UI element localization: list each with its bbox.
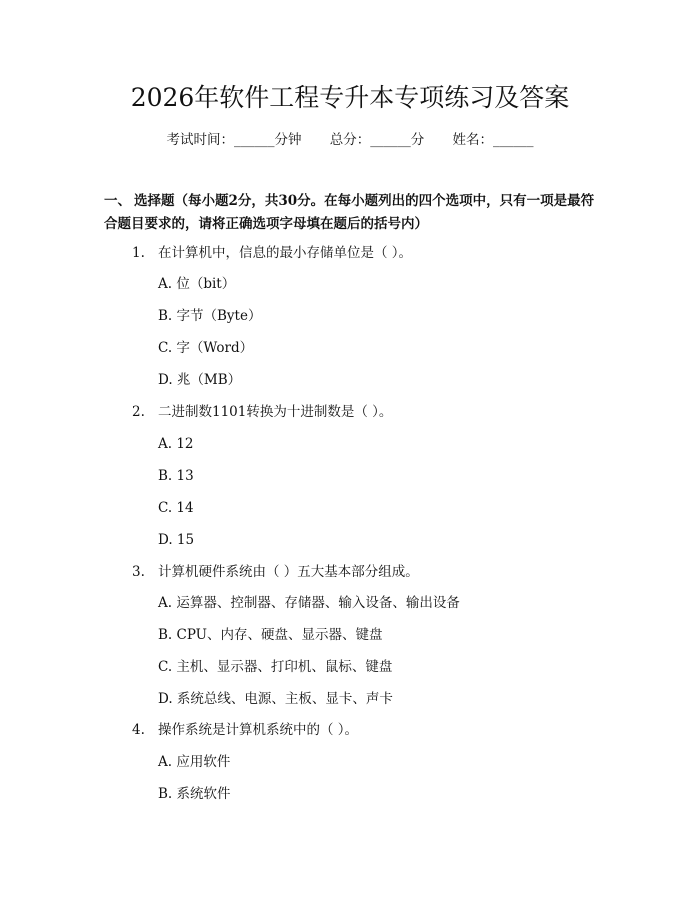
answer-option: B. 字节（Byte） bbox=[158, 308, 262, 324]
answer-option: D. 兆（MB） bbox=[158, 372, 242, 388]
question-number: 4. bbox=[132, 722, 145, 738]
answer-option: B. 13 bbox=[158, 468, 194, 484]
section-instructions: 选择题（每小题2分，共30分。在每小题列出的四个选项中，只有一项是最符合题目要求的，请将正确选项字母填在题后的括号内） bbox=[104, 193, 595, 232]
exam-info-line bbox=[0, 130, 700, 150]
student-name-field: 姓名：______ bbox=[452, 132, 534, 148]
answer-option: A. 12 bbox=[158, 436, 194, 452]
section-heading bbox=[104, 190, 604, 236]
answer-option: C. 主机、显示器、打印机、鼠标、键盘 bbox=[158, 659, 393, 675]
answer-option: A. 运算器、控制器、存储器、输入设备、输出设备 bbox=[158, 595, 460, 611]
document-title: 2026年软件工程专升本专项练习及答案 bbox=[130, 83, 570, 112]
answer-option: A. 位（bit） bbox=[158, 276, 236, 292]
question-text: 计算机硬件系统由（ ）五大基本部分组成。 bbox=[158, 564, 419, 580]
question-number: 3. bbox=[132, 564, 145, 580]
section-number: 一、 bbox=[104, 193, 131, 209]
answer-option: D. 15 bbox=[158, 532, 195, 548]
question-number: 2. bbox=[132, 404, 145, 420]
total-score-field: 总分：______分 bbox=[329, 132, 425, 148]
question-number: 1. bbox=[132, 245, 145, 261]
answer-option: D. 系统总线、电源、主板、显卡、声卡 bbox=[158, 691, 393, 707]
question-text: 二进制数1101转换为十进制数是（ ）。 bbox=[158, 404, 393, 420]
answer-option: B. CPU、内存、硬盘、显示器、键盘 bbox=[158, 627, 383, 643]
answer-option: C. 字（Word） bbox=[158, 340, 254, 356]
question bbox=[132, 720, 612, 740]
question-text: 在计算机中，信息的最小存储单位是（ ）。 bbox=[158, 245, 413, 261]
answer-option: A. 应用软件 bbox=[158, 754, 231, 770]
answer-option: B. 系统软件 bbox=[158, 786, 231, 802]
question bbox=[132, 243, 612, 263]
question bbox=[132, 562, 612, 582]
question-text: 操作系统是计算机系统中的（ ）。 bbox=[158, 722, 359, 738]
answer-option: C. 14 bbox=[158, 500, 194, 516]
exam-time-field: 考试时间：______分钟 bbox=[166, 132, 302, 148]
question bbox=[132, 402, 612, 422]
